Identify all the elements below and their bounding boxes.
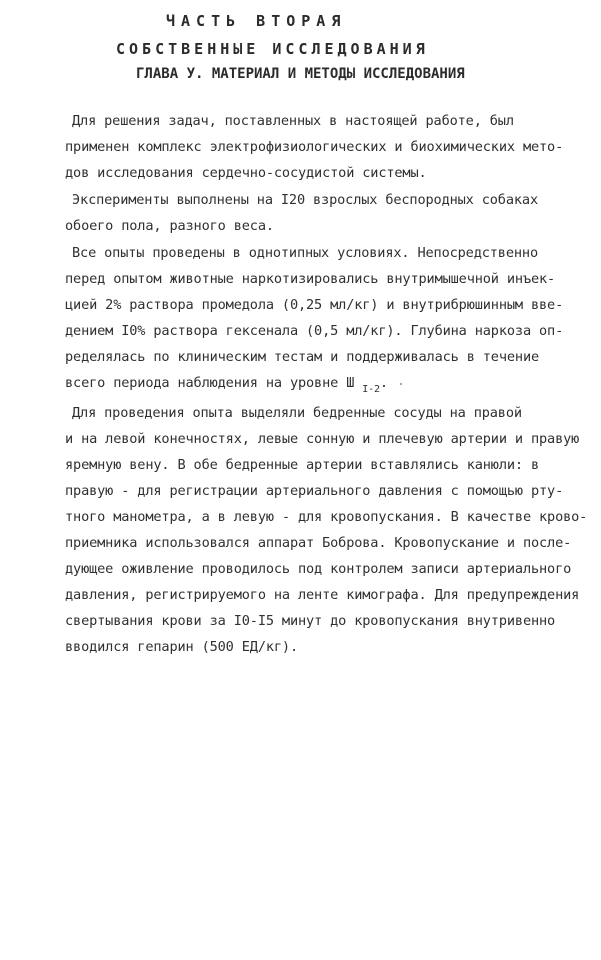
text-line: дующее оживление проводилось под контролем записи артериального: [65, 561, 572, 577]
text-line-start: всего периода наблюдения на уровне Ш: [65, 375, 355, 391]
text-line: обоего пола, разного веса.: [65, 218, 274, 234]
text-line: и на левой конечностях, левые сонную и плечевую артерии и правую: [65, 431, 580, 447]
chapter-title: ГЛАВА У. МАТЕРИАЛ И МЕТОДЫ ИССЛЕДОВАНИЯ: [136, 66, 465, 82]
level-subscript: I-2: [362, 384, 380, 395]
text-line-with-subscript: [65, 374, 388, 394]
text-line: цией 2% раствора промедола (0,25 мл/кг) и внутрибрюшинным вве-: [65, 297, 564, 313]
text-line: приемника использовался аппарат Боброва. Кровопускание и после-: [65, 535, 572, 551]
section-title: СОБСТВЕННЫЕ ИССЛЕДОВАНИЯ: [116, 40, 429, 58]
text-line: тного манометра, а в левую - для кровопускания. В качестве крово-: [65, 509, 588, 525]
text-line: свертывания крови за I0-I5 минут до кровопускания внутривенно: [65, 613, 556, 629]
speck: [400, 383, 402, 385]
text-line: яремную вену. В обе бедренные артерии вставлялись канюли: в: [65, 457, 540, 473]
text-line: Для решения задач, поставленных в настоящей работе, был: [72, 113, 514, 129]
text-line: Все опыты проведены в однотипных условиях. Непосредственно: [72, 245, 538, 261]
text-line: ределялась по клиническим тестам и поддерживалась в течение: [65, 349, 540, 365]
text-line: правую - для регистрации артериального давления с помощью рту-: [65, 483, 564, 499]
text-line: Эксперименты выполнены на I20 взрослых беспородных собаках: [72, 192, 538, 208]
part-title: ЧАСТЬ ВТОРАЯ: [166, 12, 347, 30]
text-line: вводился гепарин (500 ЕД/кг).: [65, 639, 298, 655]
text-line: дением I0% раствора гексенала (0,5 мл/кг). Глубина наркоза оп-: [65, 323, 564, 339]
text-line: перед опытом животные наркотизировались внутримышечной инъек-: [65, 271, 556, 287]
text-line: Для проведения опыта выделяли бедренные сосуды на правой: [72, 405, 522, 421]
text-line: применен комплекс электрофизиологических и биохимических мето-: [65, 139, 564, 155]
text-line: давления, регистрируемого на ленте кимографа. Для предупреждения: [65, 587, 580, 603]
text-line: дов исследования сердечно-сосудистой системы.: [65, 165, 427, 181]
level-period: .: [379, 375, 388, 391]
